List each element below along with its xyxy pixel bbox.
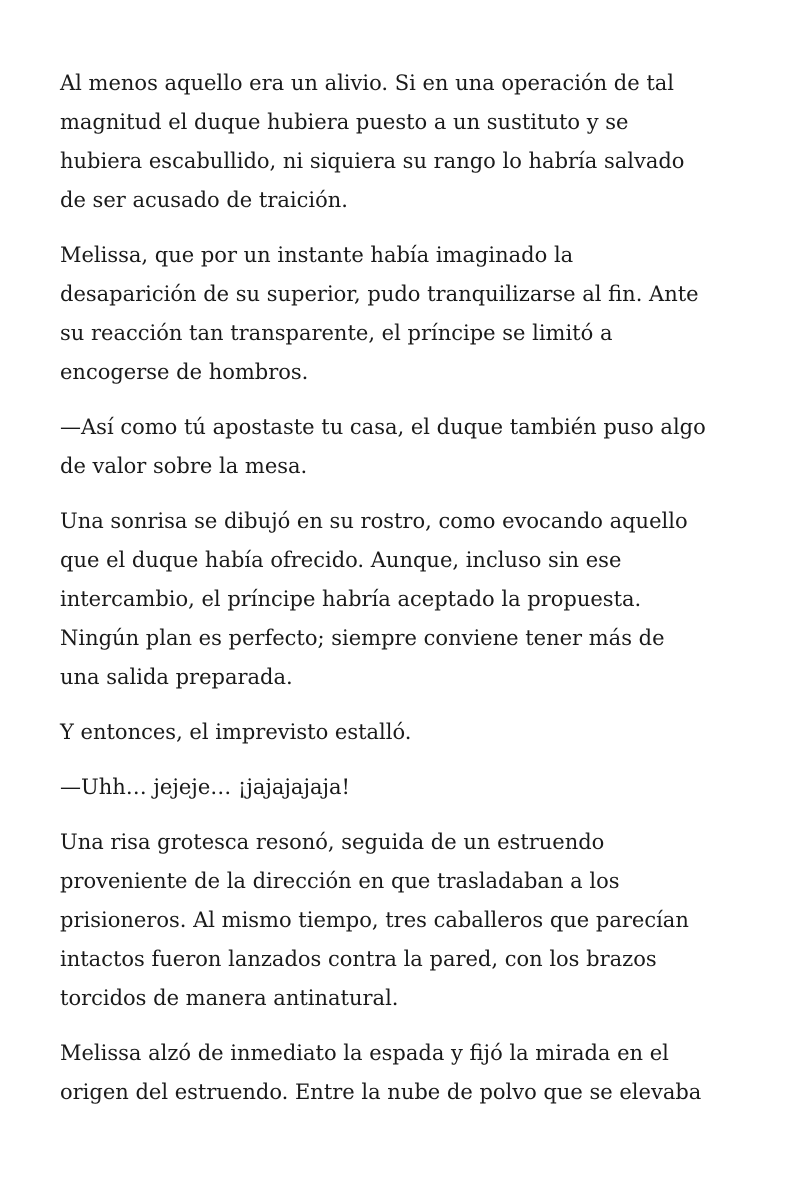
text-line: intactos fueron lanzados contra la pared, con los brazos <box>60 947 657 971</box>
text-line: —Uhh… jejeje… ¡jajajajaja! <box>60 775 350 799</box>
text-line: Melissa alzó de inmediato la espada y fijó la mirada en el <box>60 1041 669 1065</box>
text-line: proveniente de la dirección en que trasladaban a los <box>60 869 620 893</box>
text-line: su reacción tan transparente, el príncipe se limitó a <box>60 321 613 345</box>
text-line: origen del estruendo. Entre la nube de polvo que se elevaba <box>60 1080 702 1104</box>
text-line: torcidos de manera antinatural. <box>60 986 399 1010</box>
text-line: Melissa, que por un instante había imaginado la <box>60 243 574 267</box>
text-line: Una risa grotesca resonó, seguida de un estruendo <box>60 830 605 854</box>
text-line: Una sonrisa se dibujó en su rostro, como evocando aquello <box>60 509 688 533</box>
text-line: —Así como tú apostaste tu casa, el duque también puso algo <box>60 415 706 439</box>
paragraph-1 <box>60 64 750 220</box>
text-line: Y entonces, el imprevisto estalló. <box>60 720 412 744</box>
paragraph-8 <box>60 1034 750 1112</box>
paragraph-4 <box>60 502 750 697</box>
text-line: Al menos aquello era un alivio. Si en una operación de tal <box>60 71 674 95</box>
text-line: hubiera escabullido, ni siquiera su rango lo habría salvado <box>60 149 685 173</box>
paragraph-5 <box>60 713 750 752</box>
text-line: una salida preparada. <box>60 665 293 689</box>
paragraph-7 <box>60 823 750 1018</box>
paragraph-2 <box>60 236 750 392</box>
text-line: intercambio, el príncipe habría aceptado la propuesta. <box>60 587 642 611</box>
text-line: de ser acusado de traición. <box>60 188 348 212</box>
text-line: magnitud el duque hubiera puesto a un sustituto y se <box>60 110 629 134</box>
text-line: desaparición de su superior, pudo tranquilizarse al fin. Ante <box>60 282 699 306</box>
text-line: encogerse de hombros. <box>60 360 309 384</box>
document-body <box>60 64 750 1128</box>
text-line: de valor sobre la mesa. <box>60 454 308 478</box>
paragraph-6 <box>60 768 750 807</box>
paragraph-3 <box>60 408 750 486</box>
text-line: prisioneros. Al mismo tiempo, tres caballeros que parecían <box>60 908 689 932</box>
text-line: Ningún plan es perfecto; siempre conviene tener más de <box>60 626 665 650</box>
text-line: que el duque había ofrecido. Aunque, incluso sin ese <box>60 548 622 572</box>
